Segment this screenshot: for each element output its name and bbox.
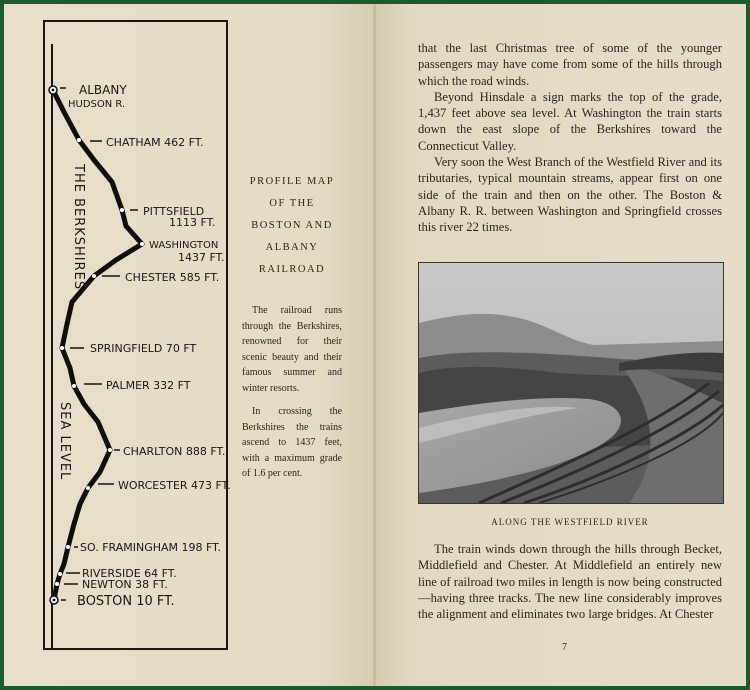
station-dot-palmer	[72, 384, 76, 388]
station-label-newton: NEWTON 38 FT.	[82, 578, 168, 591]
sea-level-vertical-label: SEA LEVEL	[57, 402, 72, 481]
station-dot-chatham	[77, 138, 81, 142]
station-label-chatham: CHATHAM 462 FT.	[106, 136, 204, 149]
station-dot-pittsfield	[120, 208, 124, 212]
station-label-riverside: RIVERSIDE 64 FT.	[82, 567, 177, 580]
map-frame	[44, 21, 227, 649]
station-label-washington: WASHINGTON	[149, 240, 219, 251]
caption-line-2: OF THE	[269, 198, 315, 209]
station-dot-charlton	[108, 448, 112, 452]
page-number: 7	[562, 642, 567, 653]
map-description-para-1: The railroad runs through the Berkshires, renowned for their scenic beauty and their famous summer and winter resorts.	[242, 305, 342, 394]
station-sub-pittsfield: 1113 FT.	[169, 216, 216, 229]
station-dot-worcester	[86, 486, 90, 490]
photo-caption: ALONG THE WESTFIELD RIVER	[491, 517, 649, 527]
station-dot-riverside	[58, 572, 62, 576]
station-label-albany: ALBANY	[79, 83, 127, 97]
caption-line-3: BOSTON AND	[251, 220, 333, 231]
caption-line-1: PROFILE MAP	[249, 176, 335, 187]
caption-line-4: ALBANY	[265, 242, 319, 253]
berkshires-vertical-label: THE BERKSHIRES	[71, 164, 86, 291]
station-label-boston: BOSTON 10 FT.	[77, 594, 175, 609]
right-page	[376, 4, 746, 686]
caption-line-5: RAILROAD	[258, 264, 326, 275]
station-label-chester: CHESTER 585 FT.	[125, 271, 220, 284]
photo-image	[419, 263, 723, 503]
westfield-river-photo	[418, 262, 724, 504]
station-dot-springfield	[60, 346, 64, 350]
paragraph-1: that the last Christmas tree of some of the younger passengers may have come from some of the hills through which the road winds.	[418, 41, 722, 88]
station-dot-washington	[140, 242, 144, 246]
paragraph-3: Very soon the West Branch of the Westfield River and its tributaries, typical mountain streams, appear first on one side of the train and then on the other. The Boston & Albany R. R. between Washington and Springfield crosses this river 22 times.	[418, 155, 722, 235]
station-label-charlton: CHARLTON 888 FT.	[123, 445, 226, 458]
map-caption-title	[236, 171, 348, 281]
paragraph-4: The train winds down through the hills through Becket, Middlefield and Chester. At Middlefield an entirely new line of railroad two miles in length is now being constructed—having three tracks. The new line considerably improves the alignment and eliminates two large bridges. At Chester	[418, 542, 722, 622]
station-sub-albany: HUDSON R.	[68, 99, 126, 110]
map-description	[242, 303, 342, 490]
station-label-palmer: PALMER 332 FT	[106, 379, 191, 392]
station-label-framingham: SO. FRAMINGHAM 198 FT.	[80, 541, 222, 554]
station-label-worcester: WORCESTER 473 FT.	[118, 479, 231, 492]
left-page	[4, 4, 374, 686]
station-label-pittsfield: PITTSFIELD	[143, 205, 205, 218]
station-dot-newton	[55, 582, 59, 586]
station-sub-washington: 1437 FT.	[178, 251, 225, 264]
map-description-para-2: In crossing the Berkshires the trains ascend to 1437 feet, with a maximum grade of 1.6 per cent.	[242, 406, 342, 479]
paragraph-2: Beyond Hinsdale a sign marks the top of the grade, 1,437 feet above sea level. At Washington the train starts down the east slope of the Berkshires toward the Connecticut Valley.	[418, 89, 722, 153]
booklet-spread	[4, 4, 746, 686]
bottom-text	[418, 541, 722, 622]
station-label-springfield: SPRINGFIELD 70 FT	[90, 342, 197, 355]
station-dot-framingham	[66, 545, 70, 549]
station-dot-chester	[92, 274, 96, 278]
top-text	[418, 40, 722, 236]
